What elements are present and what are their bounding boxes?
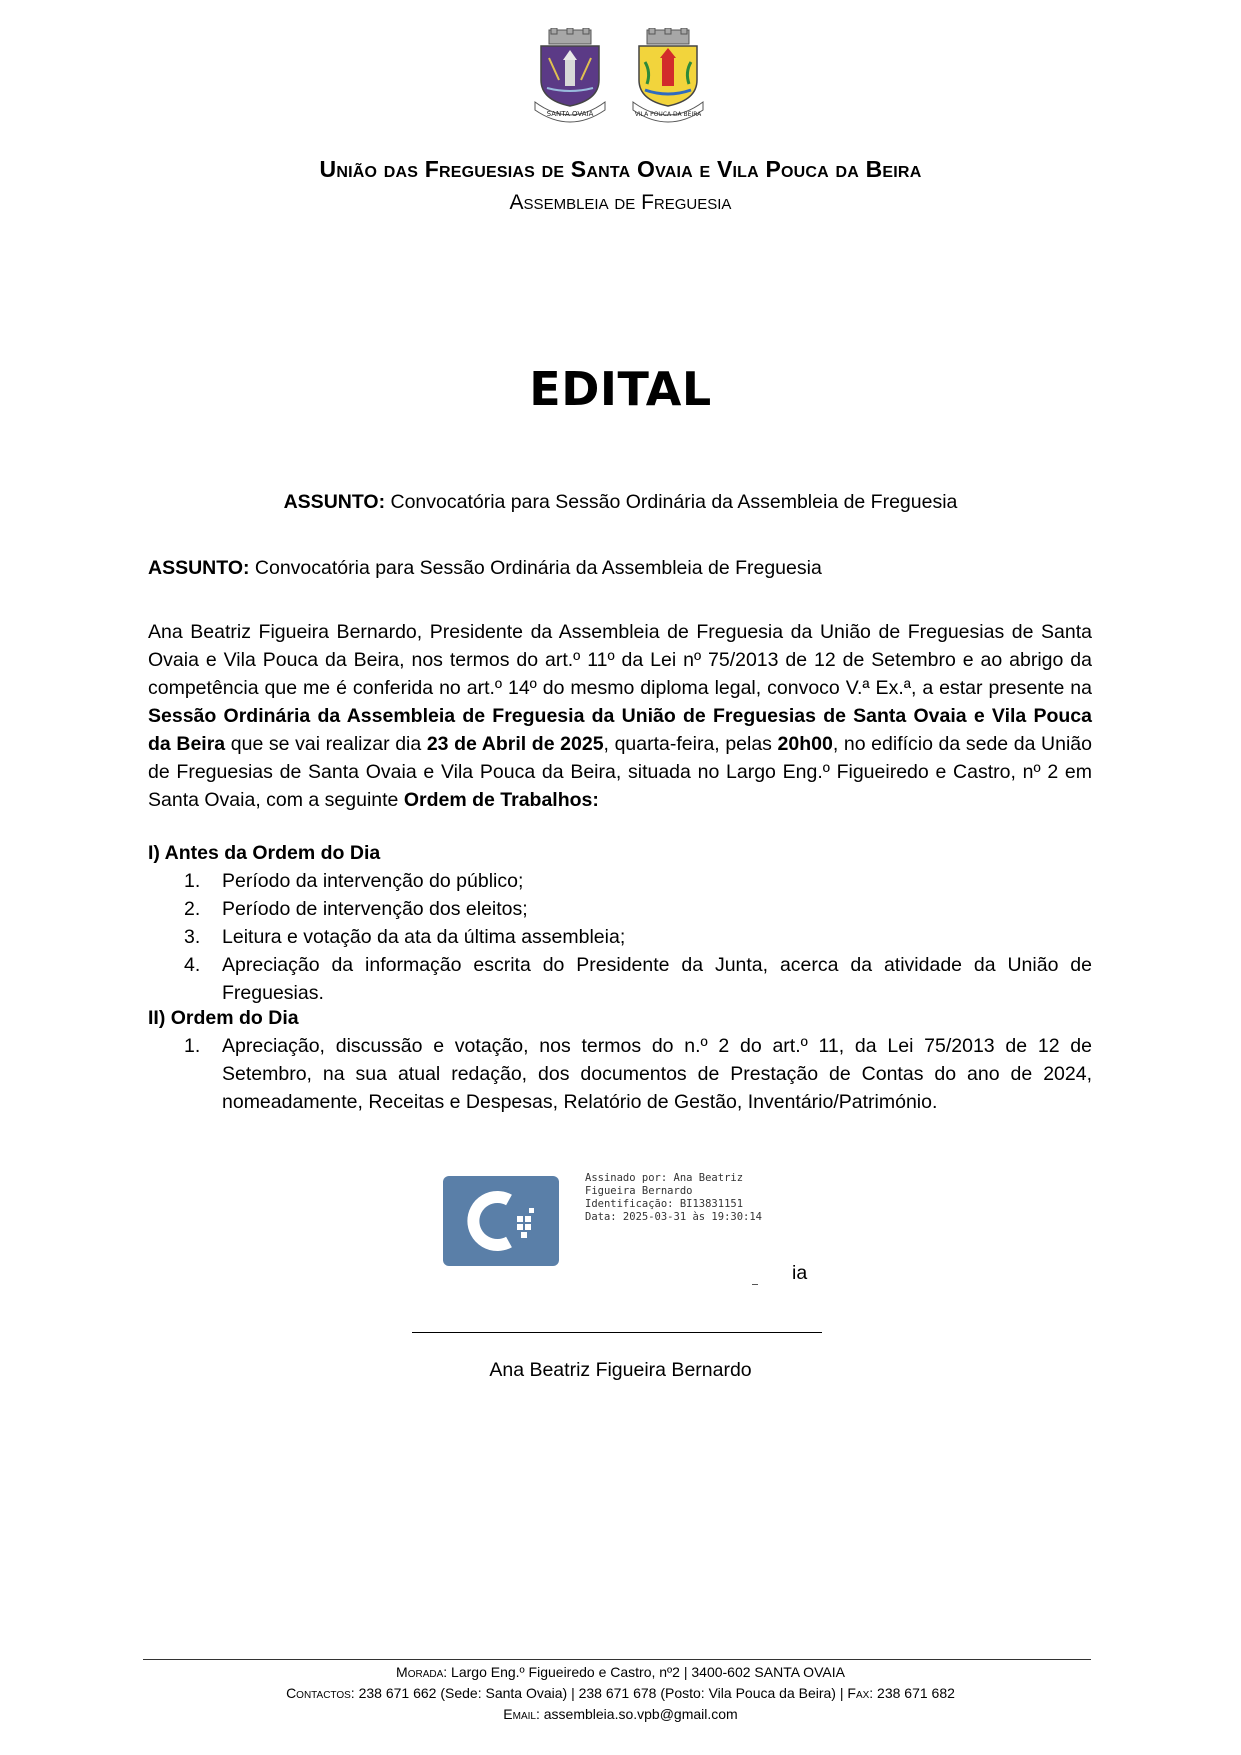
footer-email-label: Email: <box>503 1706 540 1722</box>
footer-email <box>0 1705 1241 1723</box>
paragraph-text: , quarta-feira, pelas <box>603 733 778 755</box>
footer-email-text: assembleia.so.vpb@gmail.com <box>539 1706 738 1722</box>
list-item <box>148 951 1092 1007</box>
section-heading: I) Antes da Ordem do Dia <box>148 842 381 864</box>
subject-label: ASSUNTO: <box>148 557 250 579</box>
item-number: 4. <box>184 954 201 976</box>
vila-pouca-da-beira-crest-icon <box>625 28 711 124</box>
signature-fragment: ia <box>792 1262 808 1284</box>
list-item <box>148 895 1092 923</box>
footer-address-text: Largo Eng.º Figueiredo e Castro, nº2 | 3400-602 SANTA OVAIA <box>447 1664 845 1680</box>
list-item <box>148 867 1092 895</box>
footer-contacts-label: Contactos: <box>286 1685 355 1701</box>
item-text: Apreciação, discussão e votação, nos termos do n.º 2 do art.º 11, da Lei 75/2013 de 12 de Setembro, na sua atual redação, dos documentos de Prestação de Contas do ano de 2024, nomeadamente, Receitas e Despesas, Relatório de Gestão, Inventário/Património. <box>222 1035 1092 1113</box>
crests <box>527 28 717 124</box>
subject-text: Convocatória para Sessão Ordinária da Assembleia de Freguesia <box>385 491 958 513</box>
signature-metadata <box>585 1172 785 1224</box>
signature-signer-name: Figueira Bernardo <box>585 1185 693 1197</box>
footer-address <box>0 1663 1241 1681</box>
meeting-time: 20h00 <box>777 733 833 755</box>
agenda-list <box>148 867 1092 1007</box>
section-heading: II) Ordem do Dia <box>148 1007 299 1029</box>
signature-date: Data: 2025-03-31 às 19:30:14 <box>585 1211 763 1223</box>
item-text: Leitura e votação da ata da última assembleia; <box>222 926 626 948</box>
agenda-list <box>148 1032 1092 1116</box>
org-name: União das Freguesias de Santa Ovaia e Vila Pouca da Beira <box>319 156 922 182</box>
paragraph-text: Ana Beatriz Figueira Bernardo, Presidente da Assembleia de Freguesia da União de Freguesias de Santa Ovaia e Vila Pouca da Beira, nos termos do art.º 11º da Lei nº 75/2013 de 12 de Setembro e ao abrigo da competência que me é conferida no art.º 14º do mesmo diploma legal, convoco V.ª Ex.ª, a estar presente na <box>148 621 1092 699</box>
item-number: 1. <box>184 1035 201 1057</box>
agenda-label: Ordem de Trabalhos: <box>403 789 599 811</box>
document-title: EDITAL <box>529 362 712 416</box>
item-text: Apreciação da informação escrita do Presidente da Junta, acerca da atividade da União de Freguesias. <box>222 954 1092 1004</box>
footer-divider <box>143 1659 1091 1660</box>
santa-ovaia-crest-icon <box>527 28 613 124</box>
item-text: Período de intervenção dos eleitos; <box>222 898 528 920</box>
item-number: 1. <box>184 870 201 892</box>
subject-label: ASSUNTO: <box>283 491 386 513</box>
agenda-section <box>148 839 1092 1007</box>
agenda-section <box>148 1004 1092 1116</box>
footer-address-label: Morada: <box>396 1664 448 1680</box>
vila-pouca-da-beira-crest-motto: VILA POUCA DA BEIRA <box>634 111 702 118</box>
item-number: 3. <box>184 926 201 948</box>
main-paragraph <box>148 618 1092 814</box>
subject-text: Convocatória para Sessão Ordinária da Assembleia de Freguesia <box>249 557 822 579</box>
signature-identification: Identificação: BI13831151 <box>585 1198 744 1210</box>
footer-fax-text: 238 671 682 <box>873 1685 955 1701</box>
paragraph-text: , no edifício da sede da União de Freguesias de Santa Ovaia e Vila Pouca da Beira, situada no Largo Eng.º Figueiredo e Castro, nº 2 em Santa Ovaia, com a seguinte <box>148 733 1093 811</box>
paragraph-bold: Sessão Ordinária da Assembleia de Freguesia da União de Freguesias de Santa Ovaia e Vila Pouca da Beira <box>148 705 1092 755</box>
footer-contacts <box>0 1684 1241 1702</box>
subject-left <box>148 554 1093 582</box>
assembly-name: Assembleia de Freguesia <box>509 191 732 214</box>
paragraph-text: que se vai realizar dia <box>225 733 427 755</box>
footer-fax-label: Fax: <box>847 1685 874 1701</box>
item-number: 2. <box>184 898 201 920</box>
list-item <box>148 923 1092 951</box>
santa-ovaia-crest-motto: SANTA OVAIA <box>546 110 594 118</box>
meeting-date: 23 de Abril de 2025 <box>426 733 604 755</box>
signature-line <box>412 1332 822 1333</box>
list-item <box>148 1032 1092 1116</box>
signatory-name: Ana Beatriz Figueira Bernardo <box>489 1359 752 1381</box>
signature-signed-by: Assinado por: Ana Beatriz <box>585 1172 744 1184</box>
item-text: Período da intervenção do público; <box>222 870 524 892</box>
signature-mark <box>752 1284 758 1285</box>
digital-signature-logo-icon <box>443 1176 559 1266</box>
footer-contacts-text: 238 671 662 (Sede: Santa Ovaia) | 238 671 678 (Posto: Vila Pouca da Beira) | <box>354 1685 848 1701</box>
subject-centered <box>0 488 1241 516</box>
